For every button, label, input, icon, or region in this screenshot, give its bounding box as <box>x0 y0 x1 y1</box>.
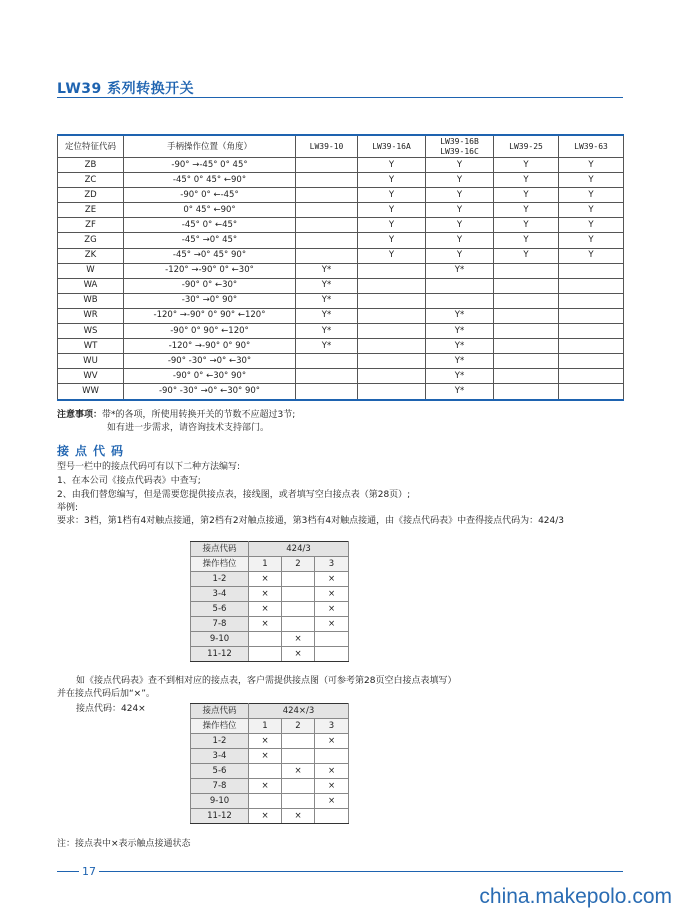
contact-state: × <box>249 749 282 764</box>
availability-cell: Y <box>426 203 494 218</box>
availability-cell: Y* <box>426 308 494 323</box>
availability-cell: Y <box>358 248 426 263</box>
table-row <box>58 308 624 323</box>
availability-cell: Y* <box>296 339 358 354</box>
availability-cell: Y* <box>426 369 494 384</box>
availability-cell <box>296 173 358 188</box>
table-row <box>58 324 624 339</box>
code-value: 424×/3 <box>249 704 349 719</box>
availability-cell: Y* <box>426 324 494 339</box>
second-example-line-3: 接点代码：424× <box>76 704 146 714</box>
availability-cell <box>358 293 426 308</box>
availability-cell: Y <box>494 248 559 263</box>
code-row <box>191 704 349 719</box>
availability-cell: Y <box>559 173 624 188</box>
availability-cell: Y <box>494 158 559 173</box>
availability-cell: Y* <box>426 263 494 278</box>
contact-state: × <box>249 602 282 617</box>
angle-cell: -90° 0° ←-45° <box>124 188 296 203</box>
code-row <box>191 542 349 557</box>
availability-cell: Y <box>358 158 426 173</box>
contact-state <box>249 794 282 809</box>
contact-table-424x-3 <box>190 703 349 824</box>
contact-state <box>282 749 315 764</box>
availability-cell: Y <box>426 173 494 188</box>
code-cell: WV <box>58 369 124 384</box>
code-value: 424/3 <box>249 542 349 557</box>
availability-cell <box>358 369 426 384</box>
notice-line-1: 带*的各项，所使用转换开关的节数不应超过3节; <box>102 410 296 420</box>
availability-cell <box>494 384 559 400</box>
availability-cell: Y* <box>296 263 358 278</box>
column-header: LW39-16B LW39-16C <box>426 135 494 158</box>
table-row <box>58 158 624 173</box>
availability-cell: Y* <box>296 278 358 293</box>
availability-cell <box>494 354 559 369</box>
availability-cell: Y <box>358 218 426 233</box>
code-cell: WR <box>58 308 124 323</box>
availability-cell: Y* <box>296 308 358 323</box>
code-label: 接点代码 <box>191 704 249 719</box>
contact-state: × <box>315 587 349 602</box>
table-row <box>191 749 349 764</box>
contact-state: × <box>315 602 349 617</box>
position-number: 1 <box>249 557 282 572</box>
example-text: 要求：3档，第1档有4对触点接通，第2档有2对触点接通，第3档有4对触点接通，由《接点代码表》中查得接点代码为：424/3 <box>57 516 565 526</box>
contact-state <box>282 617 315 632</box>
contact-state <box>282 602 315 617</box>
availability-cell <box>358 308 426 323</box>
table-row <box>191 602 349 617</box>
notice <box>57 409 295 435</box>
angle-cell: -120° →-90° 0° ←30° <box>124 263 296 278</box>
contact-state: × <box>249 587 282 602</box>
availability-cell: Y <box>494 173 559 188</box>
availability-cell <box>358 324 426 339</box>
code-cell: ZG <box>58 233 124 248</box>
table-row <box>191 779 349 794</box>
availability-cell <box>296 384 358 400</box>
code-cell: WT <box>58 339 124 354</box>
contact-state <box>249 632 282 647</box>
code-cell: WA <box>58 278 124 293</box>
contact-pair: 9-10 <box>191 632 249 647</box>
position-row <box>191 719 349 734</box>
availability-cell <box>426 293 494 308</box>
contact-state: × <box>315 794 349 809</box>
contact-method-2: 2、由我们替您编写，但是需要您提供接点表，接线图，或者填写空白接点表（第28页）; <box>57 490 411 500</box>
column-header: 定位特征代码 <box>58 135 124 158</box>
position-number: 2 <box>282 719 315 734</box>
angle-cell: -45° 0° ←45° <box>124 218 296 233</box>
position-label: 操作档位 <box>191 719 249 734</box>
positioning-feature-table <box>57 134 624 401</box>
angle-cell: -90° -30° →0° ←30° 90° <box>124 384 296 400</box>
contact-state: × <box>249 809 282 824</box>
contact-state: × <box>282 647 315 662</box>
contact-state: × <box>315 734 349 749</box>
angle-cell: -30° →0° 90° <box>124 293 296 308</box>
contact-table-424-3 <box>190 541 349 662</box>
contact-pair: 1-2 <box>191 572 249 587</box>
second-example-line-2: 并在接点代码后加“×”。 <box>57 689 155 699</box>
availability-cell <box>494 339 559 354</box>
example-label: 举例: <box>57 503 79 513</box>
position-label: 操作档位 <box>191 557 249 572</box>
column-header: LW39-25 <box>494 135 559 158</box>
contact-state <box>249 647 282 662</box>
availability-cell: Y <box>559 188 624 203</box>
availability-cell <box>494 278 559 293</box>
contact-state <box>315 647 349 662</box>
contact-state <box>249 764 282 779</box>
availability-cell <box>559 384 624 400</box>
angle-cell: -45° 0° 45° ←90° <box>124 173 296 188</box>
contact-state: × <box>249 779 282 794</box>
code-cell: ZD <box>58 188 124 203</box>
table-row <box>191 647 349 662</box>
section-title-contact-code: 接点代码 <box>57 444 130 458</box>
table-row <box>191 809 349 824</box>
availability-cell: Y* <box>296 293 358 308</box>
contact-state <box>315 632 349 647</box>
position-number: 2 <box>282 557 315 572</box>
angle-cell: -45° →0° 45° 90° <box>124 248 296 263</box>
contact-state <box>282 794 315 809</box>
contact-pair: 7-8 <box>191 779 249 794</box>
contact-state: × <box>282 632 315 647</box>
table-row <box>191 734 349 749</box>
contact-state: × <box>315 764 349 779</box>
code-cell: WB <box>58 293 124 308</box>
availability-cell: Y* <box>426 339 494 354</box>
contact-state <box>282 572 315 587</box>
table-row <box>191 794 349 809</box>
column-header: LW39-10 <box>296 135 358 158</box>
code-label: 接点代码 <box>191 542 249 557</box>
angle-cell: -90° 0° ←30° <box>124 278 296 293</box>
availability-cell: Y <box>559 248 624 263</box>
availability-cell <box>358 354 426 369</box>
table-row <box>58 384 624 400</box>
contact-state: × <box>249 617 282 632</box>
availability-cell: Y* <box>426 384 494 400</box>
availability-cell <box>559 263 624 278</box>
contact-state: × <box>282 809 315 824</box>
contact-state <box>315 749 349 764</box>
code-cell: ZC <box>58 173 124 188</box>
table-row <box>58 188 624 203</box>
contact-state <box>282 734 315 749</box>
table-row <box>58 339 624 354</box>
availability-cell: Y* <box>296 324 358 339</box>
availability-cell <box>296 188 358 203</box>
contact-pair: 7-8 <box>191 617 249 632</box>
code-cell: WW <box>58 384 124 400</box>
availability-cell <box>358 278 426 293</box>
contact-pair: 11-12 <box>191 809 249 824</box>
table-row <box>58 263 624 278</box>
availability-cell: Y <box>426 248 494 263</box>
availability-cell <box>559 308 624 323</box>
table-row <box>58 354 624 369</box>
availability-cell <box>296 203 358 218</box>
table-row <box>191 572 349 587</box>
table-row <box>191 764 349 779</box>
contact-state: × <box>249 572 282 587</box>
availability-cell <box>296 369 358 384</box>
availability-cell: Y <box>494 218 559 233</box>
angle-cell: -90° →-45° 0° 45° <box>124 158 296 173</box>
column-header: 手柄操作位置（角度） <box>124 135 296 158</box>
contact-state <box>282 587 315 602</box>
contact-state <box>315 809 349 824</box>
availability-cell: Y <box>559 233 624 248</box>
contact-pair: 5-6 <box>191 602 249 617</box>
table-row <box>58 278 624 293</box>
contact-state: × <box>249 734 282 749</box>
availability-cell <box>494 263 559 278</box>
table-row <box>58 173 624 188</box>
availability-cell <box>559 324 624 339</box>
angle-cell: 0° 45° ←90° <box>124 203 296 218</box>
angle-cell: -90° -30° →0° ←30° <box>124 354 296 369</box>
contact-state <box>282 779 315 794</box>
angle-cell: -90° 0° 90° ←120° <box>124 324 296 339</box>
contact-pair: 3-4 <box>191 587 249 602</box>
footer-divider-right <box>99 871 623 872</box>
availability-cell: Y <box>426 158 494 173</box>
availability-cell <box>559 278 624 293</box>
notice-line-2: 如有进一步需求，请咨询技术支持部门。 <box>107 423 270 433</box>
contact-pair: 9-10 <box>191 794 249 809</box>
table-row <box>58 233 624 248</box>
column-header: LW39-63 <box>559 135 624 158</box>
table-row <box>191 587 349 602</box>
availability-cell <box>426 278 494 293</box>
availability-cell <box>559 354 624 369</box>
column-header: LW39-16A <box>358 135 426 158</box>
code-cell: ZE <box>58 203 124 218</box>
table-row <box>58 369 624 384</box>
contact-state: × <box>315 779 349 794</box>
second-example-line-1: 如《接点代码表》查不到相对应的接点表，客户需提供接点图（可参考第28页空白接点表填写） <box>76 676 457 686</box>
availability-cell: Y <box>426 233 494 248</box>
availability-cell <box>494 324 559 339</box>
angle-cell: -120° →-90° 0° 90° <box>124 339 296 354</box>
availability-cell: Y* <box>426 354 494 369</box>
availability-cell <box>296 218 358 233</box>
code-cell: ZB <box>58 158 124 173</box>
contact-pair: 1-2 <box>191 734 249 749</box>
footer-divider-left <box>57 871 79 872</box>
availability-cell <box>559 369 624 384</box>
table-row <box>58 248 624 263</box>
availability-cell: Y <box>494 233 559 248</box>
availability-cell <box>559 293 624 308</box>
availability-cell: Y <box>426 188 494 203</box>
availability-cell <box>358 263 426 278</box>
angle-cell: -45° →0° 45° <box>124 233 296 248</box>
code-cell: W <box>58 263 124 278</box>
availability-cell <box>358 339 426 354</box>
code-cell: WU <box>58 354 124 369</box>
availability-cell: Y <box>494 188 559 203</box>
contact-state: × <box>282 764 315 779</box>
table-row <box>58 293 624 308</box>
code-cell: ZF <box>58 218 124 233</box>
page-title: LW39 系列转换开关 <box>57 81 195 97</box>
availability-cell: Y <box>426 218 494 233</box>
table-row <box>58 218 624 233</box>
availability-cell <box>494 369 559 384</box>
table-row <box>191 617 349 632</box>
availability-cell <box>494 308 559 323</box>
availability-cell <box>296 158 358 173</box>
availability-cell <box>296 248 358 263</box>
contact-intro: 型号一栏中的接点代码可有以下二种方法编写: <box>57 462 241 472</box>
contact-state: × <box>315 617 349 632</box>
contact-state: × <box>315 572 349 587</box>
availability-cell <box>296 233 358 248</box>
availability-cell: Y <box>559 218 624 233</box>
angle-cell: -120° →-90° 0° 90° ←120° <box>124 308 296 323</box>
notice-label: 注意事项： <box>57 410 103 420</box>
availability-cell: Y <box>559 158 624 173</box>
code-cell: WS <box>58 324 124 339</box>
position-number: 3 <box>315 719 349 734</box>
availability-cell <box>559 339 624 354</box>
availability-cell: Y <box>358 173 426 188</box>
code-cell: ZK <box>58 248 124 263</box>
availability-cell <box>358 384 426 400</box>
footnote: 注：接点表中×表示触点接通状态 <box>57 839 191 849</box>
availability-cell: Y <box>494 203 559 218</box>
table-row <box>191 632 349 647</box>
position-number: 1 <box>249 719 282 734</box>
table-row <box>58 203 624 218</box>
availability-cell: Y <box>358 188 426 203</box>
contact-pair: 11-12 <box>191 647 249 662</box>
page-number: 17 <box>82 865 96 878</box>
availability-cell: Y <box>559 203 624 218</box>
header-divider <box>57 97 623 98</box>
position-number: 3 <box>315 557 349 572</box>
availability-cell <box>494 293 559 308</box>
position-row <box>191 557 349 572</box>
watermark: china.makepolo.com <box>479 885 672 908</box>
availability-cell: Y <box>358 203 426 218</box>
contact-pair: 5-6 <box>191 764 249 779</box>
availability-cell <box>296 354 358 369</box>
availability-cell: Y <box>358 233 426 248</box>
contact-pair: 3-4 <box>191 749 249 764</box>
angle-cell: -90° 0° ←30° 90° <box>124 369 296 384</box>
contact-method-1: 1、在本公司《接点代码表》中查写; <box>57 476 201 486</box>
